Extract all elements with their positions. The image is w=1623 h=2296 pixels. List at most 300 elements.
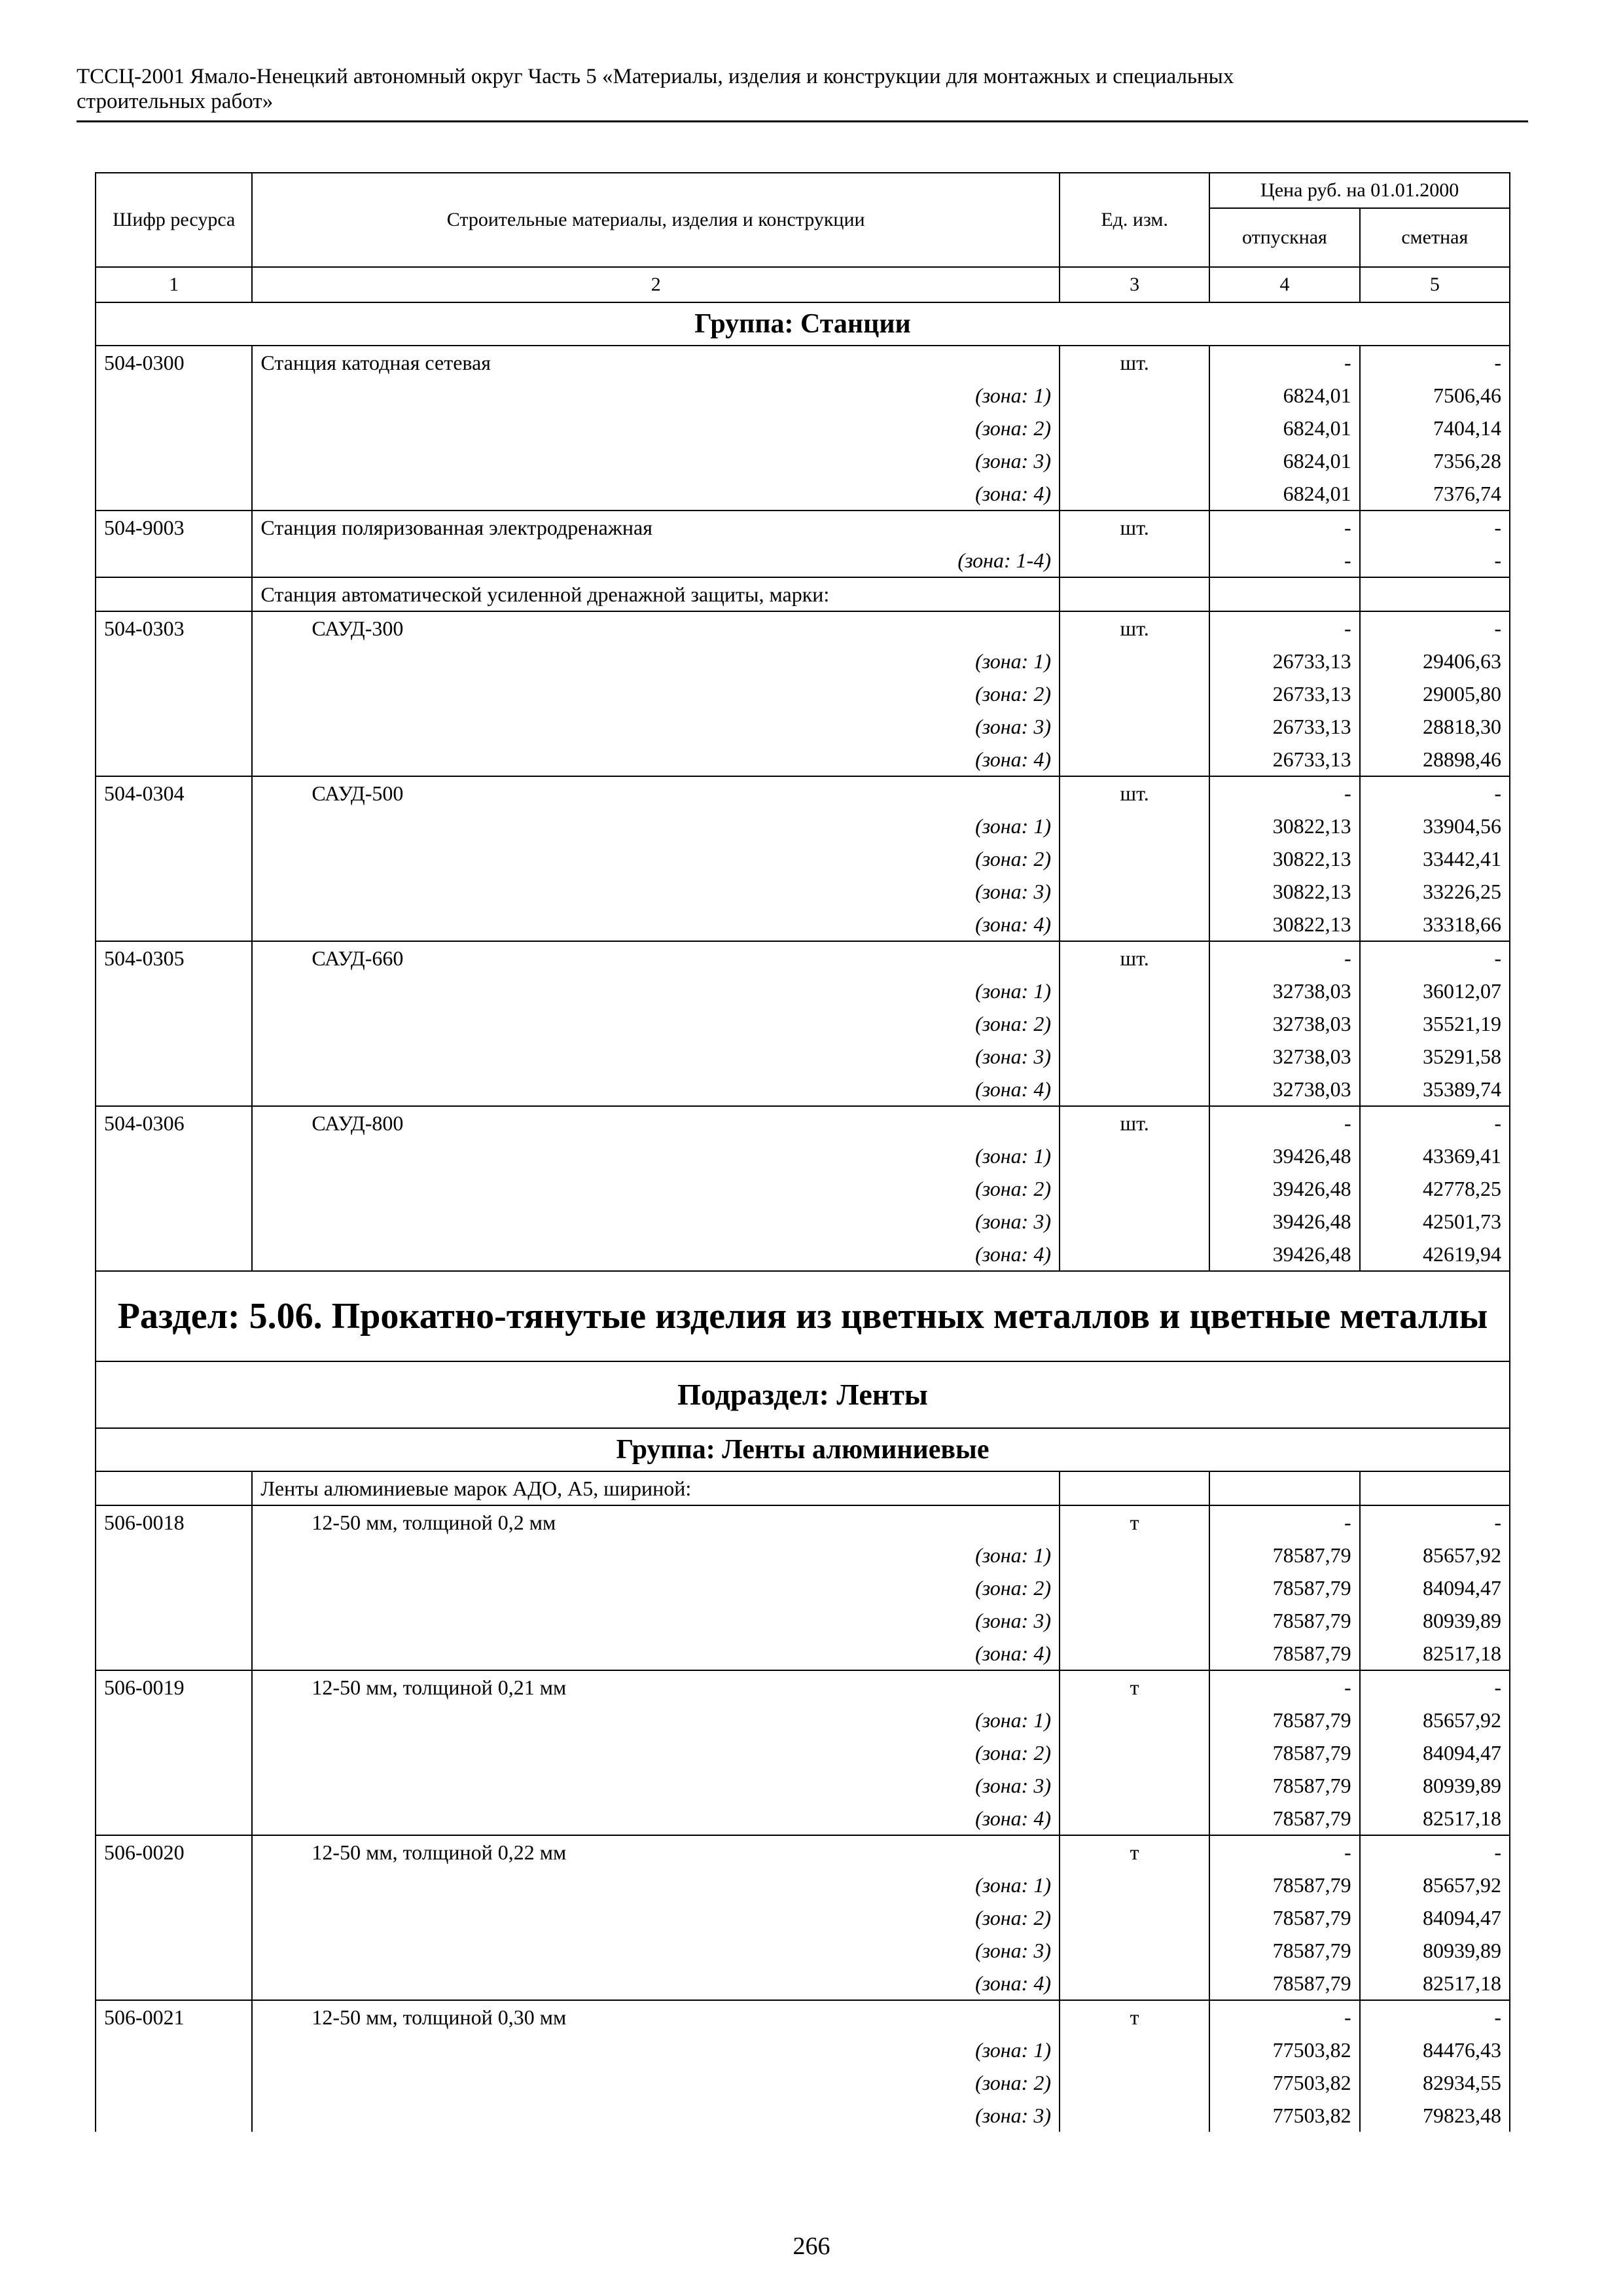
resource-code: 506-0020 [96, 1835, 252, 1869]
table-row [96, 346, 1510, 379]
resource-code [96, 1637, 252, 1670]
resource-code [96, 743, 252, 776]
resource-code [96, 2099, 252, 2132]
zone-label: (зона: 3) [252, 710, 1060, 743]
unit [1060, 544, 1209, 577]
col-number: 2 [252, 267, 1060, 302]
table-row [96, 710, 1510, 743]
release-price: 78587,79 [1209, 1769, 1359, 1802]
material-name: САУД-800 [252, 1106, 1060, 1139]
release-price: 39426,48 [1209, 1139, 1359, 1172]
table-row [96, 1835, 1510, 1869]
unit [1060, 2099, 1209, 2132]
table-body [96, 302, 1510, 2132]
unit [1060, 1901, 1209, 1934]
resource-code: 504-0304 [96, 776, 252, 810]
unit [1060, 1539, 1209, 1571]
unit [1060, 1769, 1209, 1802]
table-row [96, 975, 1510, 1007]
zone-label: (зона: 1) [252, 2034, 1060, 2066]
estimate-price: 85657,92 [1360, 1539, 1510, 1571]
estimate-price [1360, 577, 1510, 611]
resource-code: 506-0018 [96, 1505, 252, 1539]
table-row [96, 908, 1510, 941]
page-number: 266 [793, 2233, 830, 2260]
unit: шт. [1060, 1106, 1209, 1139]
release-price: - [1209, 1835, 1359, 1869]
release-price: 78587,79 [1209, 1901, 1359, 1934]
zone-label: (зона: 1) [252, 1869, 1060, 1901]
estimate-price: 80939,89 [1360, 1769, 1510, 1802]
zone-label: (зона: 2) [252, 1901, 1060, 1934]
table-row [96, 1637, 1510, 1670]
unit [1060, 1869, 1209, 1901]
estimate-price: - [1360, 611, 1510, 645]
resource-code [96, 842, 252, 875]
release-price: - [1209, 2000, 1359, 2034]
release-price: 78587,79 [1209, 1802, 1359, 1835]
estimate-price: 33904,56 [1360, 810, 1510, 842]
group-heading: Группа: Станции [96, 302, 1510, 346]
estimate-price: 35521,19 [1360, 1007, 1510, 1040]
table-row [96, 1205, 1510, 1238]
zone-label: (зона: 1) [252, 379, 1060, 412]
col-header-price: Цена руб. на 01.01.2000 [1209, 173, 1510, 208]
estimate-price: 7356,28 [1360, 444, 1510, 477]
unit [1060, 908, 1209, 941]
table-row [96, 1769, 1510, 1802]
table-row [96, 2034, 1510, 2066]
estimate-price: 33442,41 [1360, 842, 1510, 875]
unit [1060, 1073, 1209, 1106]
unit: шт. [1060, 511, 1209, 544]
zone-label: (зона: 1) [252, 1539, 1060, 1571]
resource-code [96, 710, 252, 743]
estimate-price: 85657,92 [1360, 1704, 1510, 1736]
unit [1060, 1205, 1209, 1238]
resource-code [96, 444, 252, 477]
release-price: - [1209, 1106, 1359, 1139]
table-row [96, 611, 1510, 645]
resource-code [96, 1040, 252, 1073]
release-price: 78587,79 [1209, 1704, 1359, 1736]
estimate-price: 36012,07 [1360, 975, 1510, 1007]
unit [1060, 444, 1209, 477]
table-row [96, 412, 1510, 444]
release-price: 32738,03 [1209, 1007, 1359, 1040]
zone-label: (зона: 2) [252, 677, 1060, 710]
zone-label: (зона: 1-4) [252, 544, 1060, 577]
table-row [96, 842, 1510, 875]
table-row [96, 1704, 1510, 1736]
estimate-price: 7506,46 [1360, 379, 1510, 412]
unit [1060, 1967, 1209, 2000]
release-price: 78587,79 [1209, 1604, 1359, 1637]
material-name: САУД-300 [252, 611, 1060, 645]
estimate-price: 33318,66 [1360, 908, 1510, 941]
estimate-price: 84094,47 [1360, 1571, 1510, 1604]
unit [1060, 1172, 1209, 1205]
zone-label: (зона: 4) [252, 477, 1060, 511]
zone-label: (зона: 2) [252, 1571, 1060, 1604]
unit [1060, 2034, 1209, 2066]
table-row [96, 1802, 1510, 1835]
material-name: 12-50 мм, толщиной 0,22 мм [252, 1835, 1060, 1869]
zone-label: (зона: 4) [252, 908, 1060, 941]
table-row [96, 1670, 1510, 1704]
zone-label: (зона: 2) [252, 412, 1060, 444]
zone-label: (зона: 3) [252, 1934, 1060, 1967]
estimate-price: - [1360, 1670, 1510, 1704]
estimate-price: 80939,89 [1360, 1604, 1510, 1637]
unit [1060, 1238, 1209, 1271]
unit [1060, 412, 1209, 444]
material-name: 12-50 мм, толщиной 0,2 мм [252, 1505, 1060, 1539]
unit [1060, 975, 1209, 1007]
resource-code [96, 1704, 252, 1736]
unit [1060, 2066, 1209, 2099]
table-row [96, 1172, 1510, 1205]
estimate-price: - [1360, 544, 1510, 577]
table-row [96, 511, 1510, 544]
table-row [96, 1505, 1510, 1539]
zone-label: (зона: 4) [252, 1073, 1060, 1106]
material-name: САУД-500 [252, 776, 1060, 810]
unit [1060, 1571, 1209, 1604]
zone-label: (зона: 2) [252, 1172, 1060, 1205]
estimate-price: 43369,41 [1360, 1139, 1510, 1172]
unit: т [1060, 2000, 1209, 2034]
estimate-price: 84094,47 [1360, 1901, 1510, 1934]
resource-code [96, 379, 252, 412]
running-header [77, 64, 1529, 114]
zone-label: (зона: 4) [252, 1967, 1060, 2000]
release-price: 39426,48 [1209, 1238, 1359, 1271]
release-price: 77503,82 [1209, 2034, 1359, 2066]
resource-code: 504-0306 [96, 1106, 252, 1139]
unit [1060, 477, 1209, 511]
release-price: 32738,03 [1209, 1073, 1359, 1106]
table-row [96, 1869, 1510, 1901]
estimate-price: - [1360, 346, 1510, 379]
table-row [96, 810, 1510, 842]
zone-label: (зона: 3) [252, 1040, 1060, 1073]
estimate-price: 84094,47 [1360, 1736, 1510, 1769]
release-price: 30822,13 [1209, 908, 1359, 941]
zone-label: (зона: 2) [252, 2066, 1060, 2099]
unit [1060, 379, 1209, 412]
table-row [96, 1007, 1510, 1040]
zone-label: (зона: 2) [252, 1007, 1060, 1040]
release-price: - [1209, 511, 1359, 544]
zone-label: (зона: 3) [252, 444, 1060, 477]
resource-code: 504-0300 [96, 346, 252, 379]
estimate-price: 35389,74 [1360, 1073, 1510, 1106]
resource-code [96, 1604, 252, 1637]
unit [1060, 645, 1209, 677]
estimate-price: 82517,18 [1360, 1637, 1510, 1670]
estimate-price: 82517,18 [1360, 1967, 1510, 2000]
release-price: 78587,79 [1209, 1934, 1359, 1967]
release-price: 6824,01 [1209, 412, 1359, 444]
resource-code [96, 1769, 252, 1802]
unit [1060, 677, 1209, 710]
table-row [96, 2000, 1510, 2034]
estimate-price: 79823,48 [1360, 2099, 1510, 2132]
zone-label: (зона: 4) [252, 1238, 1060, 1271]
resource-code [96, 1571, 252, 1604]
table-row [96, 2099, 1510, 2132]
zone-label: (зона: 1) [252, 810, 1060, 842]
unit: шт. [1060, 776, 1209, 810]
release-price [1209, 577, 1359, 611]
estimate-price: 28898,46 [1360, 743, 1510, 776]
unit [1060, 1139, 1209, 1172]
table-row [96, 444, 1510, 477]
zone-label: (зона: 4) [252, 743, 1060, 776]
table-row [96, 1901, 1510, 1934]
table-row [96, 743, 1510, 776]
subsection-heading: Подраздел: Ленты [96, 1361, 1510, 1428]
resource-code [96, 2066, 252, 2099]
estimate-price: 84476,43 [1360, 2034, 1510, 2066]
table-row [96, 1736, 1510, 1769]
resource-code [96, 908, 252, 941]
estimate-price: 82517,18 [1360, 1802, 1510, 1835]
release-price: 26733,13 [1209, 645, 1359, 677]
unit: т [1060, 1505, 1209, 1539]
estimate-price: - [1360, 2000, 1510, 2034]
estimate-price: 82934,55 [1360, 2066, 1510, 2099]
release-price: 6824,01 [1209, 477, 1359, 511]
release-price: 78587,79 [1209, 1736, 1359, 1769]
lead-text: Станция автоматической усиленной дренажной защиты, марки: [252, 577, 1060, 611]
unit [1060, 842, 1209, 875]
unit: т [1060, 1835, 1209, 1869]
table-row [96, 677, 1510, 710]
col-header-unit: Ед. изм. [1060, 173, 1209, 267]
table-row [96, 941, 1510, 975]
header-rule [77, 120, 1528, 122]
estimate-price: - [1360, 1106, 1510, 1139]
estimate-price: 29005,80 [1360, 677, 1510, 710]
release-price: - [1209, 1670, 1359, 1704]
resource-code [96, 412, 252, 444]
zone-label: (зона: 1) [252, 1704, 1060, 1736]
col-number: 5 [1360, 267, 1510, 302]
table-row [96, 1967, 1510, 2000]
unit [1060, 1471, 1209, 1505]
unit [1060, 1007, 1209, 1040]
unit [1060, 577, 1209, 611]
material-name: 12-50 мм, толщиной 0,21 мм [252, 1670, 1060, 1704]
zone-label: (зона: 3) [252, 1604, 1060, 1637]
resource-code: 504-0305 [96, 941, 252, 975]
estimate-price: 35291,58 [1360, 1040, 1510, 1073]
estimate-price: 42778,25 [1360, 1172, 1510, 1205]
estimate-price: 42501,73 [1360, 1205, 1510, 1238]
release-price: 30822,13 [1209, 842, 1359, 875]
unit [1060, 710, 1209, 743]
estimate-price: - [1360, 1835, 1510, 1869]
release-price: - [1209, 611, 1359, 645]
material-name: САУД-660 [252, 941, 1060, 975]
table-row [96, 577, 1510, 611]
table-row [96, 544, 1510, 577]
resource-code [96, 1967, 252, 2000]
unit [1060, 743, 1209, 776]
estimate-price: 33226,25 [1360, 875, 1510, 908]
estimate-price: 7404,14 [1360, 412, 1510, 444]
release-price: 30822,13 [1209, 875, 1359, 908]
release-price: - [1209, 1505, 1359, 1539]
resource-code [96, 1007, 252, 1040]
estimate-price: 85657,92 [1360, 1869, 1510, 1901]
unit: шт. [1060, 346, 1209, 379]
resource-code [96, 1238, 252, 1271]
release-price: 78587,79 [1209, 1539, 1359, 1571]
release-price: 26733,13 [1209, 743, 1359, 776]
table-row [96, 645, 1510, 677]
estimate-price: - [1360, 776, 1510, 810]
release-price: 39426,48 [1209, 1205, 1359, 1238]
resource-code: 504-9003 [96, 511, 252, 544]
zone-label: (зона: 3) [252, 1769, 1060, 1802]
release-price: 32738,03 [1209, 1040, 1359, 1073]
resource-code: 506-0021 [96, 2000, 252, 2034]
table-row [96, 1571, 1510, 1604]
resource-code [96, 1172, 252, 1205]
zone-label: (зона: 3) [252, 1205, 1060, 1238]
table-row [96, 776, 1510, 810]
zone-label: (зона: 2) [252, 842, 1060, 875]
table-row [96, 1040, 1510, 1073]
release-price: 26733,13 [1209, 710, 1359, 743]
zone-label: (зона: 1) [252, 1139, 1060, 1172]
release-price: 78587,79 [1209, 1869, 1359, 1901]
resource-code [96, 1205, 252, 1238]
lead-text: Ленты алюминиевые марок АДО, А5, шириной: [252, 1471, 1060, 1505]
table-row [96, 1238, 1510, 1271]
release-price: 78587,79 [1209, 1571, 1359, 1604]
release-price: - [1209, 544, 1359, 577]
resource-code [96, 1539, 252, 1571]
resource-code [96, 645, 252, 677]
release-price: 39426,48 [1209, 1172, 1359, 1205]
resource-code [96, 1736, 252, 1769]
unit [1060, 1934, 1209, 1967]
table-row [96, 875, 1510, 908]
resource-code [96, 875, 252, 908]
table-row [96, 477, 1510, 511]
unit [1060, 1637, 1209, 1670]
unit [1060, 810, 1209, 842]
table-row [96, 1106, 1510, 1139]
table-row [96, 1604, 1510, 1637]
resource-code [96, 2034, 252, 2066]
table-row [96, 379, 1510, 412]
resource-code [96, 1139, 252, 1172]
resource-code: 506-0019 [96, 1670, 252, 1704]
group-heading: Группа: Ленты алюминиевые [96, 1428, 1510, 1471]
zone-label: (зона: 1) [252, 645, 1060, 677]
release-price [1209, 1471, 1359, 1505]
resource-code [96, 810, 252, 842]
release-price: 78587,79 [1209, 1967, 1359, 2000]
material-name: Станция катодная сетевая [252, 346, 1060, 379]
resource-code [96, 1471, 252, 1505]
col-number: 1 [96, 267, 252, 302]
resource-code [96, 1901, 252, 1934]
estimate-price: 29406,63 [1360, 645, 1510, 677]
header-line-1: ТССЦ-2001 Ямало-Ненецкий автономный округ Часть 5 «Материалы, изделия и конструкции для монтажных и специальных [77, 65, 1234, 88]
estimate-price: 80939,89 [1360, 1934, 1510, 1967]
col-number: 3 [1060, 267, 1209, 302]
material-name: Станция поляризованная электродренажная [252, 511, 1060, 544]
estimate-price: - [1360, 511, 1510, 544]
resource-code [96, 1073, 252, 1106]
resource-code [96, 1869, 252, 1901]
estimate-price: - [1360, 1505, 1510, 1539]
table-row [96, 1471, 1510, 1505]
unit [1060, 875, 1209, 908]
estimate-price: 28818,30 [1360, 710, 1510, 743]
resource-code [96, 1934, 252, 1967]
unit [1060, 1604, 1209, 1637]
release-price: - [1209, 941, 1359, 975]
release-price: - [1209, 776, 1359, 810]
table-row [96, 1539, 1510, 1571]
estimate-price: 42619,94 [1360, 1238, 1510, 1271]
zone-label: (зона: 2) [252, 1736, 1060, 1769]
resource-code [96, 975, 252, 1007]
release-price: 78587,79 [1209, 1637, 1359, 1670]
table-row [96, 1073, 1510, 1106]
resource-code [96, 477, 252, 511]
estimate-price [1360, 1471, 1510, 1505]
table-row [96, 1934, 1510, 1967]
release-price: - [1209, 346, 1359, 379]
resource-code [96, 544, 252, 577]
section-heading: Раздел: 5.06. Прокатно-тянутые изделия из цветных металлов и цветные металлы [96, 1271, 1510, 1361]
release-price: 6824,01 [1209, 444, 1359, 477]
col-number: 4 [1209, 267, 1359, 302]
resource-code [96, 577, 252, 611]
zone-label: (зона: 4) [252, 1637, 1060, 1670]
release-price: 26733,13 [1209, 677, 1359, 710]
release-price: 77503,82 [1209, 2066, 1359, 2099]
zone-label: (зона: 3) [252, 875, 1060, 908]
zone-label: (зона: 1) [252, 975, 1060, 1007]
material-name: 12-50 мм, толщиной 0,30 мм [252, 2000, 1060, 2034]
unit [1060, 1802, 1209, 1835]
unit: шт. [1060, 941, 1209, 975]
resource-code [96, 677, 252, 710]
release-price: 77503,82 [1209, 2099, 1359, 2132]
release-price: 30822,13 [1209, 810, 1359, 842]
unit [1060, 1736, 1209, 1769]
table-row [96, 1139, 1510, 1172]
unit [1060, 1704, 1209, 1736]
col-header-code: Шифр ресурса [96, 173, 252, 267]
col-header-name: Строительные материалы, изделия и конструкции [252, 173, 1060, 267]
unit: шт. [1060, 611, 1209, 645]
zone-label: (зона: 3) [252, 2099, 1060, 2132]
zone-label: (зона: 4) [252, 1802, 1060, 1835]
col-header-release: отпускная [1209, 208, 1359, 267]
price-table [95, 172, 1510, 2132]
table-row [96, 2066, 1510, 2099]
